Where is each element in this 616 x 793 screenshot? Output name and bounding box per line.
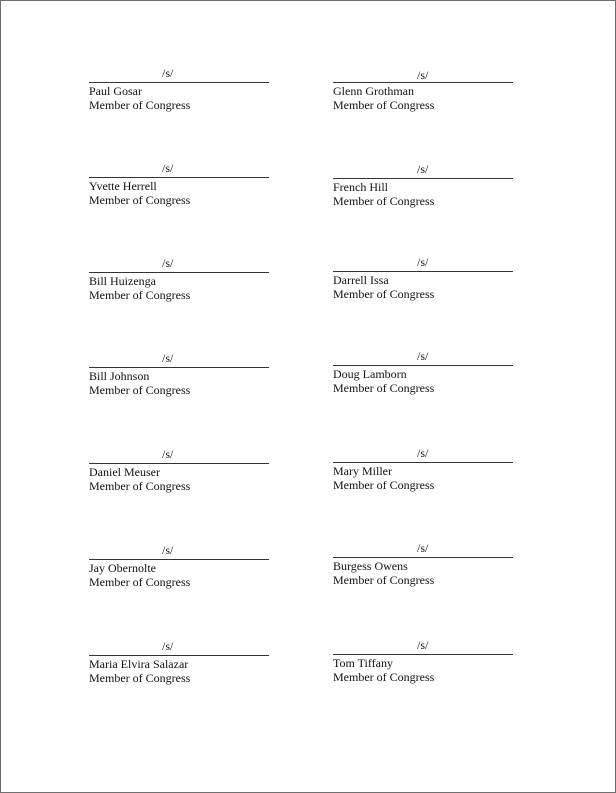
signature-mark: /s/: [162, 66, 174, 80]
signature-mark: /s/: [417, 638, 429, 652]
signature-line: [89, 559, 269, 560]
signature-line: [89, 82, 269, 83]
signature-mark: /s/: [417, 255, 429, 269]
signature-line: [89, 177, 269, 178]
signature-mark: /s/: [162, 543, 174, 557]
signer-title: Member of Congress: [89, 98, 191, 112]
signature-mark: /s/: [162, 447, 174, 461]
signer-title: Member of Congress: [333, 381, 435, 395]
signature-line: [89, 367, 269, 368]
signer-title: Member of Congress: [89, 288, 191, 302]
signer-title: Member of Congress: [89, 671, 191, 685]
signer-name: Jay Obernolte: [89, 561, 156, 575]
signer-title: Member of Congress: [89, 479, 191, 493]
signer-name: Tom Tiffany: [333, 656, 393, 670]
signer-name: Bill Johnson: [89, 369, 150, 383]
signer-name: Burgess Owens: [333, 559, 408, 573]
signature-line: [333, 462, 513, 463]
signature-line: [333, 82, 513, 83]
signer-name: Yvette Herrell: [89, 179, 157, 193]
signature-line: [333, 654, 513, 655]
signature-mark: /s/: [417, 162, 429, 176]
signer-title: Member of Congress: [333, 670, 435, 684]
signature-mark: /s/: [417, 541, 429, 555]
signature-mark: /s/: [417, 68, 429, 82]
signer-name: Darrell Issa: [333, 273, 389, 287]
signature-line: [333, 557, 513, 558]
signer-title: Member of Congress: [89, 383, 191, 397]
signature-mark: /s/: [162, 639, 174, 653]
signer-title: Member of Congress: [333, 287, 435, 301]
signer-title: Member of Congress: [333, 478, 435, 492]
signature-line: [89, 655, 269, 656]
signer-title: Member of Congress: [333, 573, 435, 587]
signer-name: Mary Miller: [333, 464, 392, 478]
signer-name: French Hill: [333, 180, 388, 194]
signature-mark: /s/: [162, 351, 174, 365]
signer-title: Member of Congress: [333, 194, 435, 208]
signer-name: Daniel Meuser: [89, 465, 160, 479]
signature-line: [333, 271, 513, 272]
signature-line: [333, 178, 513, 179]
signer-name: Maria Elvira Salazar: [89, 657, 189, 671]
signer-name: Bill Huizenga: [89, 274, 156, 288]
signature-mark: /s/: [417, 349, 429, 363]
signature-line: [89, 272, 269, 273]
signer-name: Glenn Grothman: [333, 84, 414, 98]
signer-title: Member of Congress: [89, 193, 191, 207]
signature-line: [89, 463, 269, 464]
signer-name: Doug Lamborn: [333, 367, 407, 381]
signature-mark: /s/: [162, 256, 174, 270]
signer-title: Member of Congress: [333, 98, 435, 112]
signer-name: Paul Gosar: [89, 84, 142, 98]
signature-line: [333, 365, 513, 366]
signature-mark: /s/: [162, 161, 174, 175]
signature-mark: /s/: [417, 446, 429, 460]
signer-title: Member of Congress: [89, 575, 191, 589]
